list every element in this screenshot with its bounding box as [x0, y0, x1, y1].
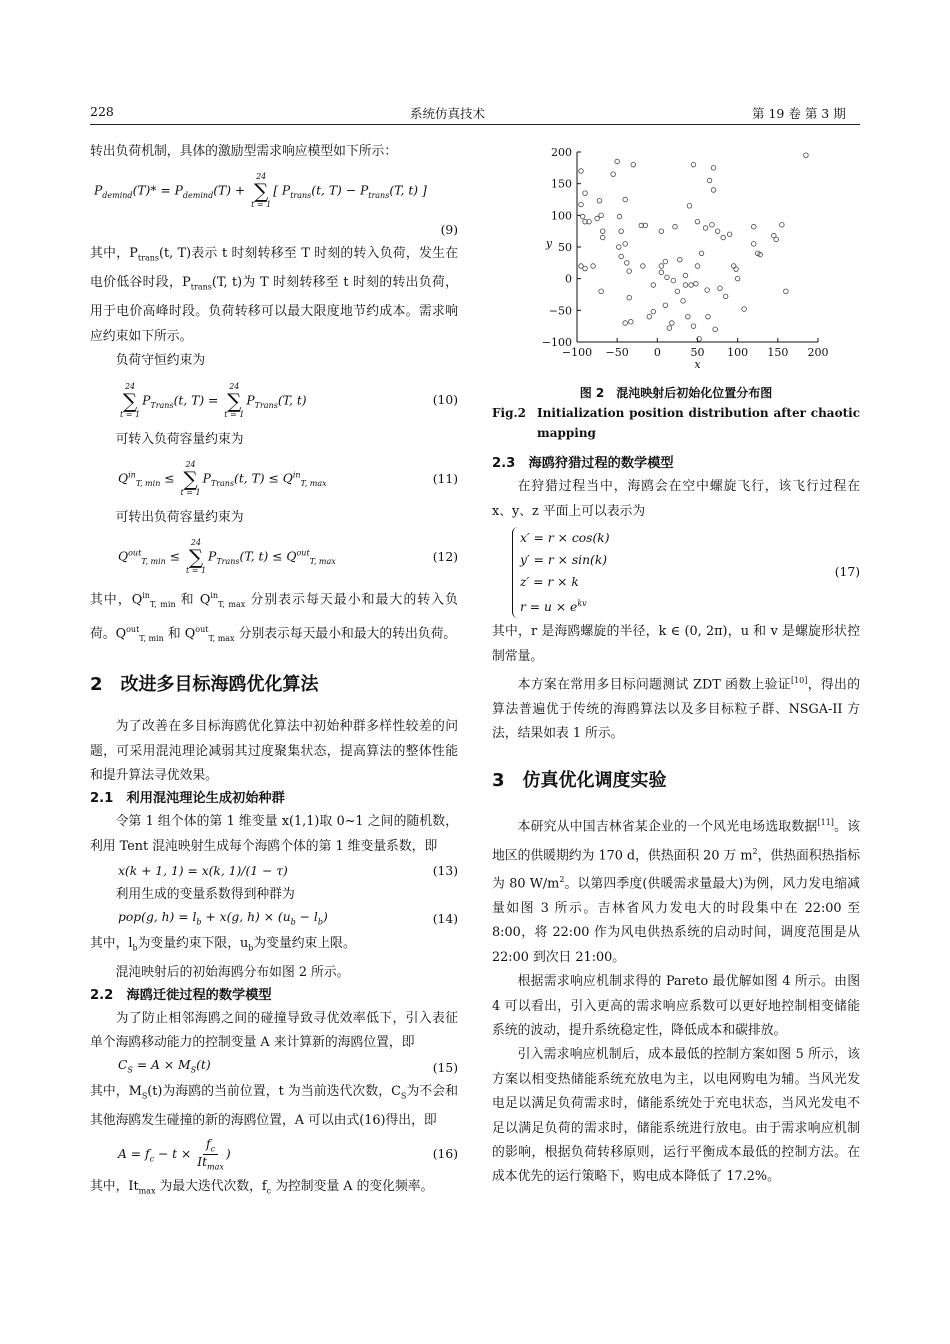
- paragraph-3-1: 本研究从中国吉林省某企业的一个风光电场选取数据[11]。该地区的供暖期约为 170 d，供热面积 20 万 $m^2$，供热面积热指标为 80 $W/m^2$。以第四季度(供暖需求量最大)为例，风力发电缩减量如图 3 所示。吉林省风力发电大的时段集中在 22:00 至 8:00，将 22:00 作为风电供热系统的启动时间，调度范围是从 22:00 到次日 21:00。: [492, 817, 861, 965]
- y-tick-label: 50: [558, 241, 572, 254]
- scatter-plot-fig2: [492, 140, 860, 372]
- scatter-point: [784, 289, 789, 294]
- scatter-point: [641, 264, 646, 269]
- scatter-point: [699, 251, 704, 256]
- scatter-point: [695, 219, 700, 224]
- scatter-point: [683, 283, 688, 288]
- x-tick-label: −100: [561, 346, 593, 359]
- equation-13: x(k + 1, 1) = x(k, 1)/(1 − τ) (13): [118, 864, 458, 879]
- equation-14: pop(g, $h) = l_b + x(g$, $h) \times (u_b - l_b)$ (14): [118, 909, 458, 927]
- scatter-point: [675, 289, 680, 294]
- scatter-point: [742, 307, 747, 312]
- equation-12: $Q^{out}_{T, min}$ ≤ 24 ∑ t = 1 $P_{Trans}(T$, $t) \le Q^{out}_{T, max}$ (12): [118, 538, 458, 576]
- x-tick-label: 150: [767, 346, 789, 359]
- scatter-point: [659, 264, 664, 269]
- scatter-point: [706, 314, 711, 319]
- scatter-point: [629, 319, 634, 324]
- x-axis-label: x: [694, 358, 701, 371]
- scatter-point: [694, 281, 699, 286]
- scatter-point: [583, 191, 588, 196]
- x-tick-label: 0: [653, 346, 661, 359]
- header-rule: [90, 124, 860, 125]
- journal-title: 系统仿真技术: [410, 106, 486, 121]
- section-2-1-heading: 2.1 利用混沌理论生成初始种群: [90, 791, 285, 807]
- scatter-point: [735, 276, 740, 281]
- scatter-point: [579, 202, 584, 207]
- paragraph-3-3: 引入需求响应机制后，成本最低的控制方案如图 5 所示，该方案以相变热储能系统充放电为主，以电网购电为辅。当风光发电足以满足负荷需求时，储能系统处于充电状态，当风光发电不足以满足负荷的需求时，储能系统进行放电。由于需求响应机制的影响，根据负荷转移原则，运行平衡成本最低的控制方法。在成本优先的运行策略下，购电成本降低了 17.2%。: [492, 1047, 860, 1185]
- scatter-point: [627, 295, 632, 300]
- section-3-heading: 3 仿真优化调度实验: [492, 769, 667, 791]
- figure-2-caption-en: Fig.2 Initialization position distribution after chaotic: [492, 406, 860, 421]
- scatter-point: [623, 197, 628, 202]
- scatter-point: [671, 278, 676, 283]
- scatter-point: [623, 242, 628, 247]
- paragraph-intro: 转出负荷机制，具体的激励型需求响应模型如下所示：: [90, 144, 398, 159]
- right-column: [492, 140, 860, 1190]
- equation-16: $A = f_c - t$ × $\frac{f_c}{It_{max}}$ ) (16): [118, 1136, 458, 1172]
- constraint-11-label: 可转入负荷容量约束为: [115, 431, 244, 447]
- scatter-point: [651, 283, 656, 288]
- paragraph-16: 其中，$It_{max}$ 为最大迭代次数，$f_c$ 为控制变量 A 的变化频率。: [90, 1179, 434, 1196]
- scatter-point: [597, 198, 602, 203]
- scatter-point: [713, 327, 718, 332]
- scatter-point: [647, 314, 652, 319]
- y-tick-label: 100: [551, 209, 572, 223]
- scatter-point: [619, 254, 624, 259]
- section-2-heading: 2 改进多目标海鸥优化算法: [90, 673, 319, 695]
- x-tick-label: −50: [605, 346, 629, 359]
- scatter-point: [691, 324, 696, 329]
- scatter-point: [695, 264, 700, 269]
- y-tick-label: −50: [548, 304, 572, 318]
- scatter-point: [780, 223, 785, 228]
- scatter-point: [804, 153, 809, 158]
- scatter-point: [617, 214, 622, 219]
- x-tick-label: 100: [727, 346, 749, 359]
- scatter-point: [691, 162, 696, 167]
- scatter-point: [687, 204, 692, 209]
- paragraph-2-1: 令第 1 组个体的第 1 维变量 x(1,1)取 0~1 之间的随机数，利用 Tent 混沌映射生成每个海鸥个体的第 1 维变量系数，即: [90, 814, 458, 854]
- paragraph-eq9-explain: 其中，$P_{trans}(t$, T)表示 t 时刻转移至 T 时刻的转入负荷，发生在电价低谷时段，$P_{trans}(T$, t)为 T 时刻转移至 t 时刻的转出负荷，用于电价高峰时段。负荷转移可以最大限度地节约成本。需求响应约束如下所示。: [90, 246, 458, 344]
- section-2-3-heading: 2.3 海鸥狩猎过程的数学模型: [492, 456, 674, 472]
- equation-10: 24 ∑ t = 1 $P_{Trans}(t$, T) = 24 ∑ t = 1 $P_{Trans}(T$, t) (10): [120, 381, 458, 419]
- scatter-point: [703, 226, 708, 231]
- scatter-point: [659, 229, 664, 234]
- scatter-point: [678, 257, 683, 262]
- scatter-point: [711, 166, 716, 171]
- scatter-point: [774, 237, 779, 242]
- constraint-12-label: 可转出负荷容量约束为: [115, 509, 244, 525]
- scatter-point: [580, 214, 585, 219]
- scatter-point: [659, 270, 664, 275]
- equation-9-number: (9): [440, 223, 458, 238]
- y-tick-label: 0: [565, 272, 572, 286]
- scatter-point: [599, 213, 604, 218]
- left-column: [90, 140, 458, 1204]
- scatter-point: [579, 169, 584, 174]
- equation-9: $P_{demind}(T)* = P_{demind}(T)$ + 24 ∑ t = 1 [ $P_{trans}(t$, $T) - P_{trans}(T$, t) ]: [94, 172, 427, 210]
- figure-2-caption-cn: 图 2 混沌映射后初始化位置分布图: [579, 386, 773, 401]
- scatter-point: [710, 223, 715, 228]
- equation-17: x′ = r × cos(k) y′ = r × sin(k) z′ = r × k $r = u \times e^{kv}$ (17): [492, 524, 860, 620]
- paragraph-3-2: 根据需求响应机制求得的 Pareto 最优解如图 4 所示。由图 4 可以看出，引入更高的需求响应系数可以更好地控制相变储能系统的波动，提升系统稳定性，降低成本和碳排放。: [492, 974, 860, 1038]
- scatter-point: [627, 269, 632, 274]
- constraint-10-label: 负荷守恒约束为: [115, 353, 206, 369]
- paragraph-2-2: 为了防止相邻海鸥之间的碰撞导致寻优效率低下，引入表征单个海鸥移动能力的控制变量 A 来计算新的海鸥位置，即: [90, 1010, 458, 1051]
- scatter-point: [623, 321, 628, 326]
- scatter-point: [705, 288, 710, 293]
- paragraph-13: 利用生成的变量系数得到种群为: [115, 887, 295, 903]
- scatter-point: [711, 188, 716, 193]
- scatter-point: [625, 261, 630, 266]
- figure-2-caption-en-line2: mapping: [537, 426, 596, 441]
- scatter-point: [665, 275, 670, 280]
- paragraph-2-3: 在狩猎过程当中，海鸥会在空中螺旋飞行，该飞行过程在 x、y、z 平面上可以表示为: [492, 479, 860, 519]
- scatter-point: [595, 216, 600, 221]
- section-2-2-heading: 2.2 海鸥迁徙过程的数学模型: [90, 987, 272, 1003]
- y-axis-label: y: [545, 237, 553, 250]
- paragraph-q-explain: 其中，$Q^{in}_{T, min}$ 和 $Q^{in}_{T, max}$ 分别表示每天最小和最大的转入负荷。$Q^{out}_{T, min}$ 和 $Q^{out}_{T, max}$ 分别表示每天最小和最大的转出负荷。: [90, 591, 458, 643]
- scatter-point: [583, 266, 588, 271]
- scatter-point: [734, 267, 739, 272]
- scatter-point: [667, 326, 672, 331]
- scatter-point: [669, 321, 674, 326]
- y-tick-label: −100: [541, 336, 572, 349]
- scatter-point: [663, 259, 668, 264]
- issue-label: 第 19 卷 第 3 期: [752, 106, 846, 121]
- scatter-point: [673, 224, 678, 229]
- scatter-point: [727, 232, 732, 237]
- scatter-point: [600, 235, 605, 240]
- scatter-point: [718, 286, 723, 291]
- scatter-point: [715, 229, 720, 234]
- scatter-point: [663, 303, 668, 308]
- paragraph-15: 其中，$M_S(t)$为海鸥的当前位置，t 为当前迭代次数，$C_S$为不会和其他海鸥发生碰撞的新的海鸥位置，A 可以由式(16)得出，即: [90, 1083, 459, 1128]
- scatter-point: [751, 224, 756, 229]
- scatter-point: [689, 283, 694, 288]
- paragraph-17: 其中，r 是海鸥螺旋的半径，k ∈ (0, 2π)，u 和 v 是螺旋形状控制常量。: [492, 624, 860, 664]
- equation-15: $C_S = A \times M_S(t)$ (15): [118, 1057, 458, 1075]
- scatter-point: [707, 178, 712, 183]
- paragraph-14: 其中，$l_b$为变量约束下限，$u_b$为变量约束上限。: [90, 935, 356, 953]
- scatter-point: [599, 289, 604, 294]
- scatter-point: [611, 172, 616, 177]
- scatter-point: [651, 309, 656, 314]
- scatter-point: [615, 159, 620, 164]
- scatter-point: [591, 264, 596, 269]
- equation-11: $Q^{in}_{T, min}$ ≤ 24 ∑ t = 1 $P_{Trans}(t$, $T) \le Q^{in}_{T, max}$ (11): [118, 459, 458, 497]
- y-tick-label: 200: [551, 146, 572, 159]
- page-number: 228: [90, 104, 114, 119]
- paragraph-sec2: 为了改善在多目标海鸥优化算法中初始种群多样性较差的问题，可采用混沌理论减弱其过度聚集状态，提高算法的整体性能和提升算法寻优效果。: [90, 719, 458, 783]
- scatter-point: [731, 264, 736, 269]
- scatter-point: [600, 229, 605, 234]
- y-tick-label: 150: [551, 177, 572, 191]
- scatter-point: [721, 235, 726, 240]
- scatter-point: [681, 299, 686, 304]
- paragraph-14b: 混沌映射后的初始海鸥分布如图 2 所示。: [115, 964, 350, 980]
- scatter-point: [631, 162, 636, 167]
- x-tick-label: 200: [807, 346, 829, 359]
- scatter-point: [751, 242, 756, 247]
- scatter-point: [683, 273, 688, 278]
- scatter-point: [686, 314, 691, 319]
- x-tick-label: 50: [690, 346, 705, 359]
- paragraph-zdt: 本方案在常用多目标问题测试 ZDT 函数上验证[10]，得出的算法普遍优于传统的海鸥算法以及多目标粒子群、NSGA-II 方法，结果如表 1 所示。: [492, 676, 860, 742]
- scatter-point: [616, 245, 621, 250]
- scatter-point: [619, 229, 624, 234]
- scatter-point: [723, 294, 728, 299]
